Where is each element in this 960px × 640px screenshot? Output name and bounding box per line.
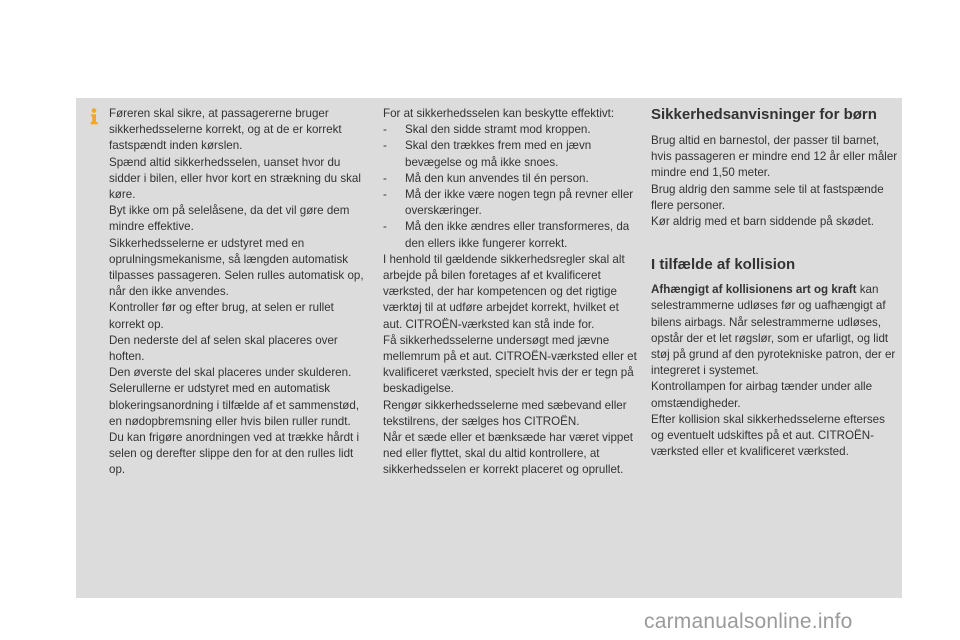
paragraph: I henhold til gældende sikkerhedsregler skal alt arbejde på bilen foretages af et kvalificeret værksted, der har kompetencen og det rigtige værktøj til at udføre arbejdet korrekt, hvilket et aut. CITROËN-værksted kan stå inde for. <box>383 252 625 331</box>
paragraph: Kontroller før og efter brug, at selen er rullet korrekt op. <box>109 301 334 331</box>
list-item-text: Må den ikke ændres eller transformeres, da den ellers ikke fungerer korrekt. <box>405 220 630 250</box>
dash-marker: - <box>383 220 387 234</box>
paragraph <box>651 282 901 379</box>
dash-marker: - <box>383 123 387 137</box>
paragraph: Selerullerne er udstyret med en automatisk blokeringsanordning i tilfælde af et sammenstød, en nødopbremsning eller hvis bilen ruller rundt. Du kan frigøre anordningen ved at trække hårdt i selen og derefter slippe den for at den rulles lidt op. <box>109 382 360 477</box>
paragraph: Sikkerhedsselerne er udstyret med en oprulningsmekanisme, så længden automatisk tilpasses passageren. Selen rulles automatisk op, når den ikke anvendes. <box>109 236 364 299</box>
column-middle <box>383 106 639 479</box>
list-item-text: Må der ikke være nogen tegn på revner eller overskæringer. <box>405 188 634 218</box>
column-left <box>109 106 365 479</box>
paragraph: Spænd altid sikkerhedsselen, uanset hvor du sidder i bilen, eller hvor kort en strækning du skal køre. <box>109 155 361 202</box>
list-item-text: Må den kun anvendes til én person. <box>405 171 589 185</box>
list-intro: For at sikkerhedsselen kan beskytte effektivt: <box>383 107 615 120</box>
section-heading-collision: I tilfælde af kollision <box>651 256 796 274</box>
list-item-text: Skal den trækkes frem med en jævn bevægelse og må ikke snoes. <box>405 139 592 169</box>
dash-marker: - <box>383 171 387 185</box>
section-heading-children: Sikkerhedsanvisninger for børn <box>651 106 877 123</box>
paragraph: Kør aldrig med et barn siddende på skødet. <box>651 215 874 229</box>
lead-rest: kan selestrammerne udløses før og uafhængigt af bilens airbags. Når selestrammerne udløses, opstår der et let røgslør, som er ufarligt, og lidt støj på grund af den pyrotekniske patron, der er integreret i systemet. <box>651 283 896 378</box>
paragraph: Byt ikke om på selelåsene, da det vil gøre dem mindre effektive. <box>109 204 350 234</box>
paragraph: Den øverste del skal placeres under skulderen. <box>109 366 352 380</box>
column-right <box>651 106 901 460</box>
list-item-text: Skal den sidde stramt mod kroppen. <box>405 123 591 137</box>
paragraph: Brug aldrig den samme sele til at fastspænde flere personer. <box>651 182 884 212</box>
paragraph: Få sikkerhedsselerne undersøgt med jævne mellemrum på et aut. CITROËN-værksted eller et kvalificeret værksted, specielt hvis der er tegn på beskadigelse. <box>383 333 637 396</box>
list-item <box>383 122 639 138</box>
list-item <box>383 187 639 219</box>
watermark: carmanualsonline.info <box>644 610 853 633</box>
paragraph: Når et sæde eller et bænksæde har været vippet ned eller flyttet, skal du altid kontrollere, at sikkerhedsselen er korrekt placeret og oprullet. <box>383 431 634 477</box>
paragraph: Den nederste del af selen skal placeres over hoften. <box>109 333 338 364</box>
paragraph: Føreren skal sikre, at passagererne bruger sikkerhedsselerne korrekt, og at de er korrekt fastspændt inden kørslen. <box>109 107 342 153</box>
list-item <box>383 138 639 170</box>
info-icon <box>86 108 102 125</box>
paragraph: Brug altid en barnestol, der passer til barnet, hvis passageren er mindre end 12 år eller måler mindre end 1,50 meter. <box>651 134 898 180</box>
paragraph: Efter kollision skal sikkerhedsselerne efterses og eventuelt udskiftes på et aut. CITROËN-værksted eller et kvalificeret værksted. <box>651 412 885 459</box>
paragraph: Rengør sikkerhedsselerne med sæbevand eller tekstilrens, der sælges hos CITROËN. <box>383 398 627 428</box>
paragraph: Kontrollampen for airbag tænder under alle omstændigheder. <box>651 380 873 410</box>
bold-lead: Afhængigt af kollisionens art og kraft <box>651 283 857 297</box>
dash-marker: - <box>383 188 387 202</box>
dash-marker: - <box>383 139 387 153</box>
list-item <box>383 219 639 251</box>
list-item <box>383 171 639 187</box>
